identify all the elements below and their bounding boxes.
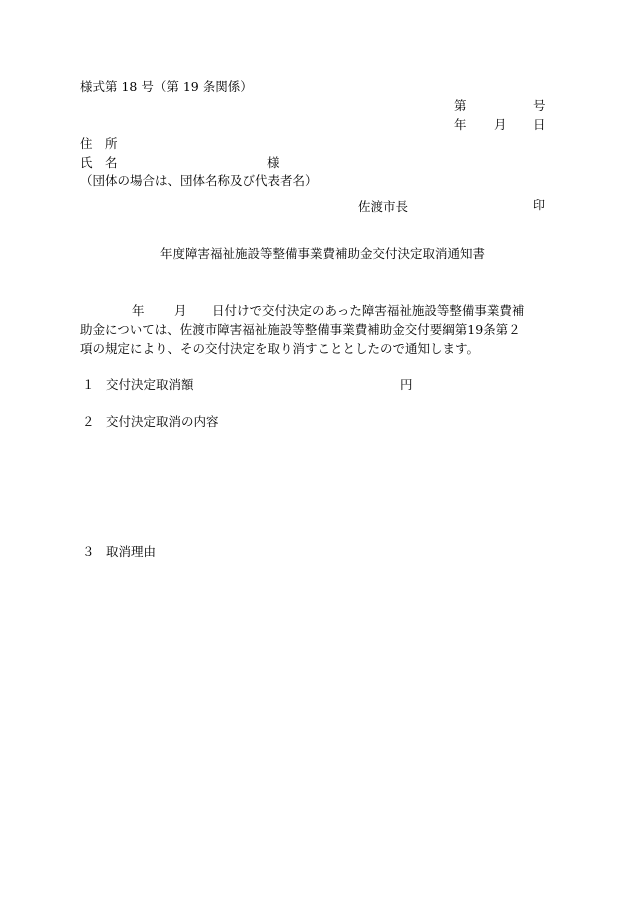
- honorific: 様: [267, 155, 280, 170]
- name-label: 氏 名: [80, 155, 118, 170]
- organization-note: （団体の場合は、団体名称及び代表者名）: [80, 173, 318, 188]
- document-number-suffix: 号: [533, 98, 546, 113]
- date-month: 月: [494, 117, 507, 132]
- date-year: 年: [454, 117, 467, 132]
- issuer-title: 佐渡市長: [358, 199, 409, 214]
- item-1-unit: 円: [400, 377, 413, 392]
- item-1-label: 交付決定取消額: [106, 377, 194, 392]
- form-number: 様式第 18 号（第 19 条関係）: [80, 79, 253, 94]
- body-line-3: 項の規定により、その交付決定を取り消すこととしたので通知します。: [80, 341, 480, 356]
- item-3-number: ３: [82, 544, 95, 559]
- body-line-1: 日付けで交付決定のあった障害福祉施設等整備事業費補: [212, 303, 525, 318]
- body-line-2: 助金については、佐渡市障害福祉施設等整備事業費補助金交付要綱第19条第２: [80, 322, 521, 337]
- item-2-label: 交付決定取消の内容: [106, 414, 219, 429]
- item-3-label: 取消理由: [106, 544, 157, 559]
- item-1-number: １: [82, 377, 95, 392]
- body-month: 月: [174, 303, 187, 318]
- document-number-prefix: 第: [454, 98, 467, 113]
- body-year: 年: [132, 303, 145, 318]
- item-2-number: ２: [82, 414, 95, 429]
- document-title: 年度障害福祉施設等整備事業費補助金交付決定取消通知書: [160, 246, 486, 261]
- address-label: 住 所: [80, 136, 118, 151]
- seal-mark: 印: [532, 198, 545, 212]
- date-day: 日: [533, 117, 546, 132]
